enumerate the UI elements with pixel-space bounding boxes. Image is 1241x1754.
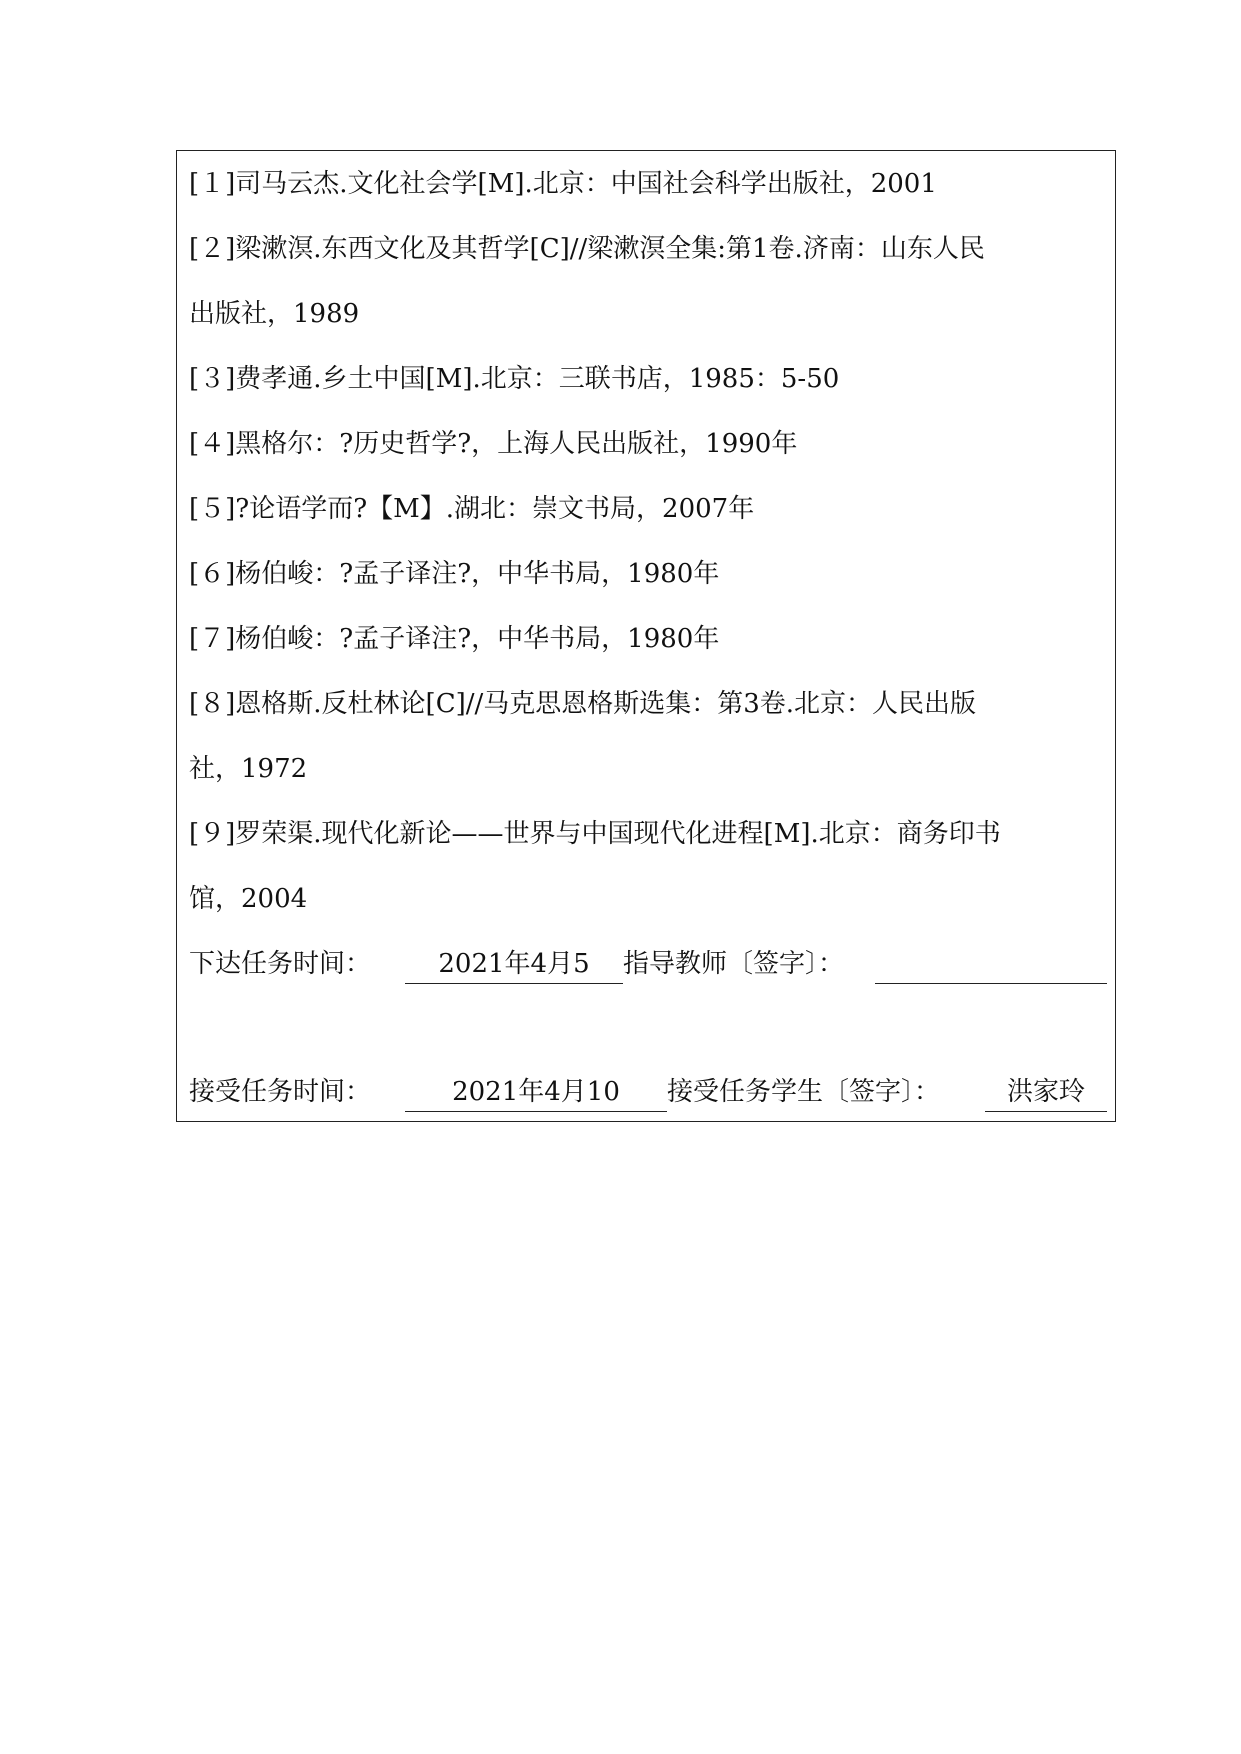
student-signature-field: 洪家玲 <box>985 1075 1107 1112</box>
reference-line-1: [１]司马云杰.文化社会学[M].北京：中国社会科学出版社，2001 <box>189 169 937 199</box>
accept-date-field: 2021年4月10 <box>405 1075 667 1112</box>
assign-time-label: 下达任务时间： <box>189 949 372 979</box>
accept-row <box>189 1075 1105 1115</box>
reference-line-9: [９]罗荣渠.现代化新论——世界与中国现代化进程[M].北京：商务印书 <box>189 819 1001 849</box>
reference-line-5: [５]?论语学而?【M】.湖北：崇文书局，2007年 <box>189 494 755 524</box>
reference-line-6: [６]杨伯峻：?孟子译注?，中华书局，1980年 <box>189 559 720 589</box>
student-signature-label: 接受任务学生〔签字〕： <box>667 1077 941 1107</box>
teacher-signature-field <box>875 947 1107 984</box>
reference-line-2: [２]梁漱溟.东西文化及其哲学[C]//梁漱溟全集:第1卷.济南：山东人民 <box>189 234 985 264</box>
reference-line-8-cont: 社，1972 <box>189 754 308 784</box>
assign-date-field: 2021年4月5 <box>405 947 623 984</box>
accept-time-label: 接受任务时间： <box>189 1077 372 1107</box>
reference-line-2-cont: 出版社，1989 <box>189 299 360 329</box>
teacher-signature-label: 指导教师〔签字〕： <box>623 949 845 979</box>
assign-row <box>189 947 1105 987</box>
reference-line-8: [８]恩格斯.反杜林论[C]//马克思恩格斯选集：第3卷.北京：人民出版 <box>189 689 977 719</box>
reference-line-4: [４]黑格尔：?历史哲学?，上海人民出版社，1990年 <box>189 429 798 459</box>
reference-line-3: [３]费孝通.乡土中国[M].北京：三联书店，1985：5-50 <box>189 364 840 394</box>
reference-line-9-cont: 馆，2004 <box>189 884 308 914</box>
reference-table <box>176 150 1116 1122</box>
reference-line-7: [７]杨伯峻：?孟子译注?，中华书局，1980年 <box>189 624 720 654</box>
